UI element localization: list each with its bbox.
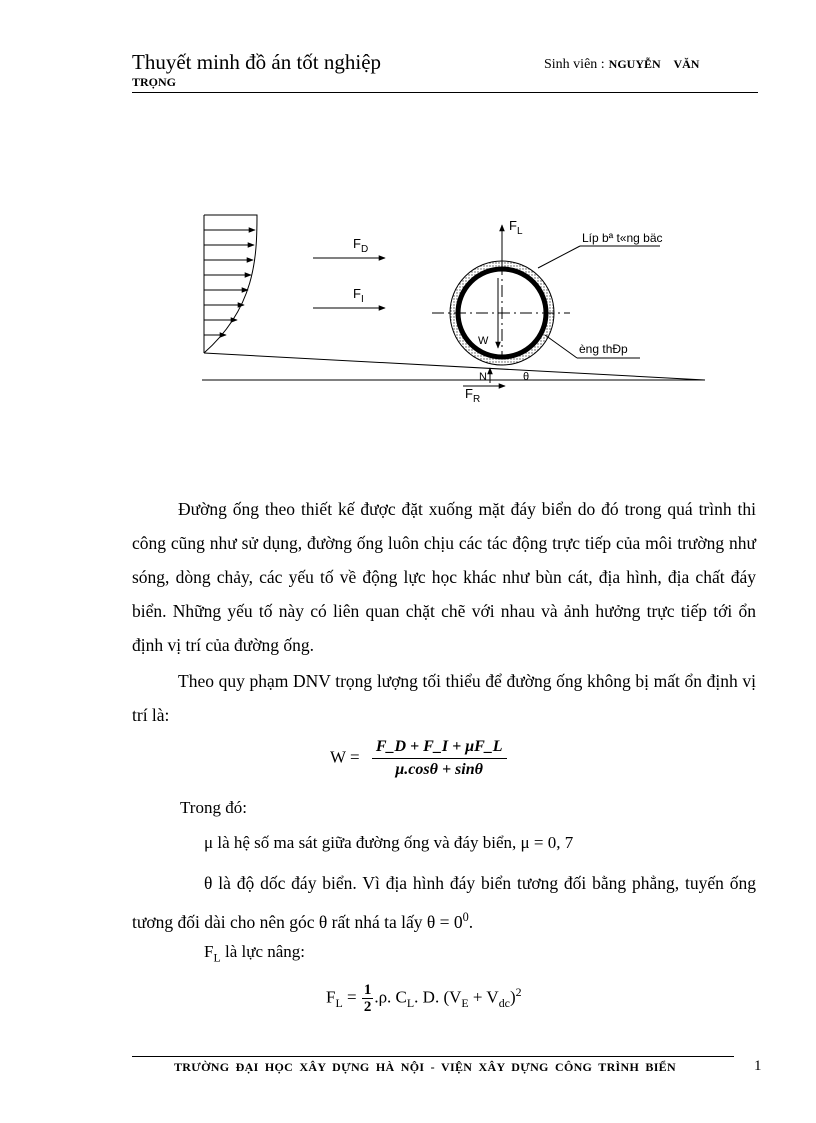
- fi-label: $F_I$: [353, 286, 364, 305]
- paragraph-2: Theo quy phạm DNV trọng lượng tối thiểu để đường ống không bị mất ổn định vị trí là:: [132, 671, 756, 725]
- pipe-callout: èng thÐp: [579, 342, 628, 356]
- header-divider: [132, 92, 758, 93]
- seabed-line: [204, 353, 705, 380]
- lift-force-formula: $F_L$ = $\frac{1}{2}$ .ρ. $C_L$. D. $(V_E + V_{dc})^2$: [326, 982, 522, 1015]
- fr-label: $F_R$: [465, 386, 481, 405]
- half-fraction: $\frac{1}{2}$: [363, 982, 372, 1015]
- formula-fraction: [372, 738, 507, 779]
- theta-label: θ: [523, 371, 530, 383]
- formula-numerator: F_D + F_I + μF_L: [372, 738, 507, 759]
- stability-formula: [330, 738, 507, 779]
- mu-definition: μ là hệ số ma sát giữa đường ống và đáy biển, μ = 0, 7: [204, 833, 574, 852]
- header-subtitle: TRỌNG: [132, 75, 177, 89]
- student-label: Sinh viên :: [544, 57, 605, 72]
- header-title: Thuyết minh đồ án tốt nghiệp: [132, 50, 382, 74]
- pipe-force-diagram: [195, 208, 715, 418]
- paragraph-1: Đường ống theo thiết kế được đặt xuống mặt đáy biển do đó trong quá trình thi công cũng như sử dụng, đường ống luôn chịu các tác động trực tiếp của môi trường như sóng, dòng chảy, các yếu tố về động lực học khác như bùn cát, địa hình, địa chất đáy biển. Những yếu tố này có liên quan chặt chẽ với nhau và ảnh hưởng trực tiếp tới ổn định vị trí của đường ống.: [132, 499, 756, 655]
- velocity-arrows: [204, 230, 255, 335]
- student-name: NGUYỄN VĂN: [608, 57, 700, 71]
- coating-leader: [538, 246, 580, 268]
- theta-definition: θ là độ dốc đáy biển. Vì địa hình đáy biển tương đối bằng phẳng, tuyến ống tương đối dài cho nên góc θ rất nhá ta lấy $\theta = 0^0$.: [132, 873, 756, 932]
- coating-callout: Líp bª t«ng bäc: [582, 231, 663, 245]
- page-number: 1: [754, 1058, 762, 1074]
- fd-label: $F_D$: [353, 236, 369, 255]
- footer-divider: [132, 1056, 734, 1057]
- pipe-leader: [545, 335, 577, 358]
- velocity-profile-curve: [204, 215, 257, 353]
- where-label: Trong đó:: [180, 798, 247, 817]
- header-student: [544, 57, 699, 73]
- footer-text: TRƯỜNG ĐẠI HỌC XÂY DỰNG HÀ NỘI - VIỆN XÂY DỰNG CÔNG TRÌNH BIỂN: [174, 1060, 676, 1074]
- n-label: N: [479, 371, 487, 383]
- fl-label: $F_L$: [509, 218, 523, 237]
- w-label: W: [478, 335, 489, 347]
- formula-lhs: W =: [330, 747, 360, 767]
- fl-definition: $F_L$ là lực nâng:: [204, 942, 306, 965]
- formula-denominator: μ.cosθ + sinθ: [395, 761, 483, 778]
